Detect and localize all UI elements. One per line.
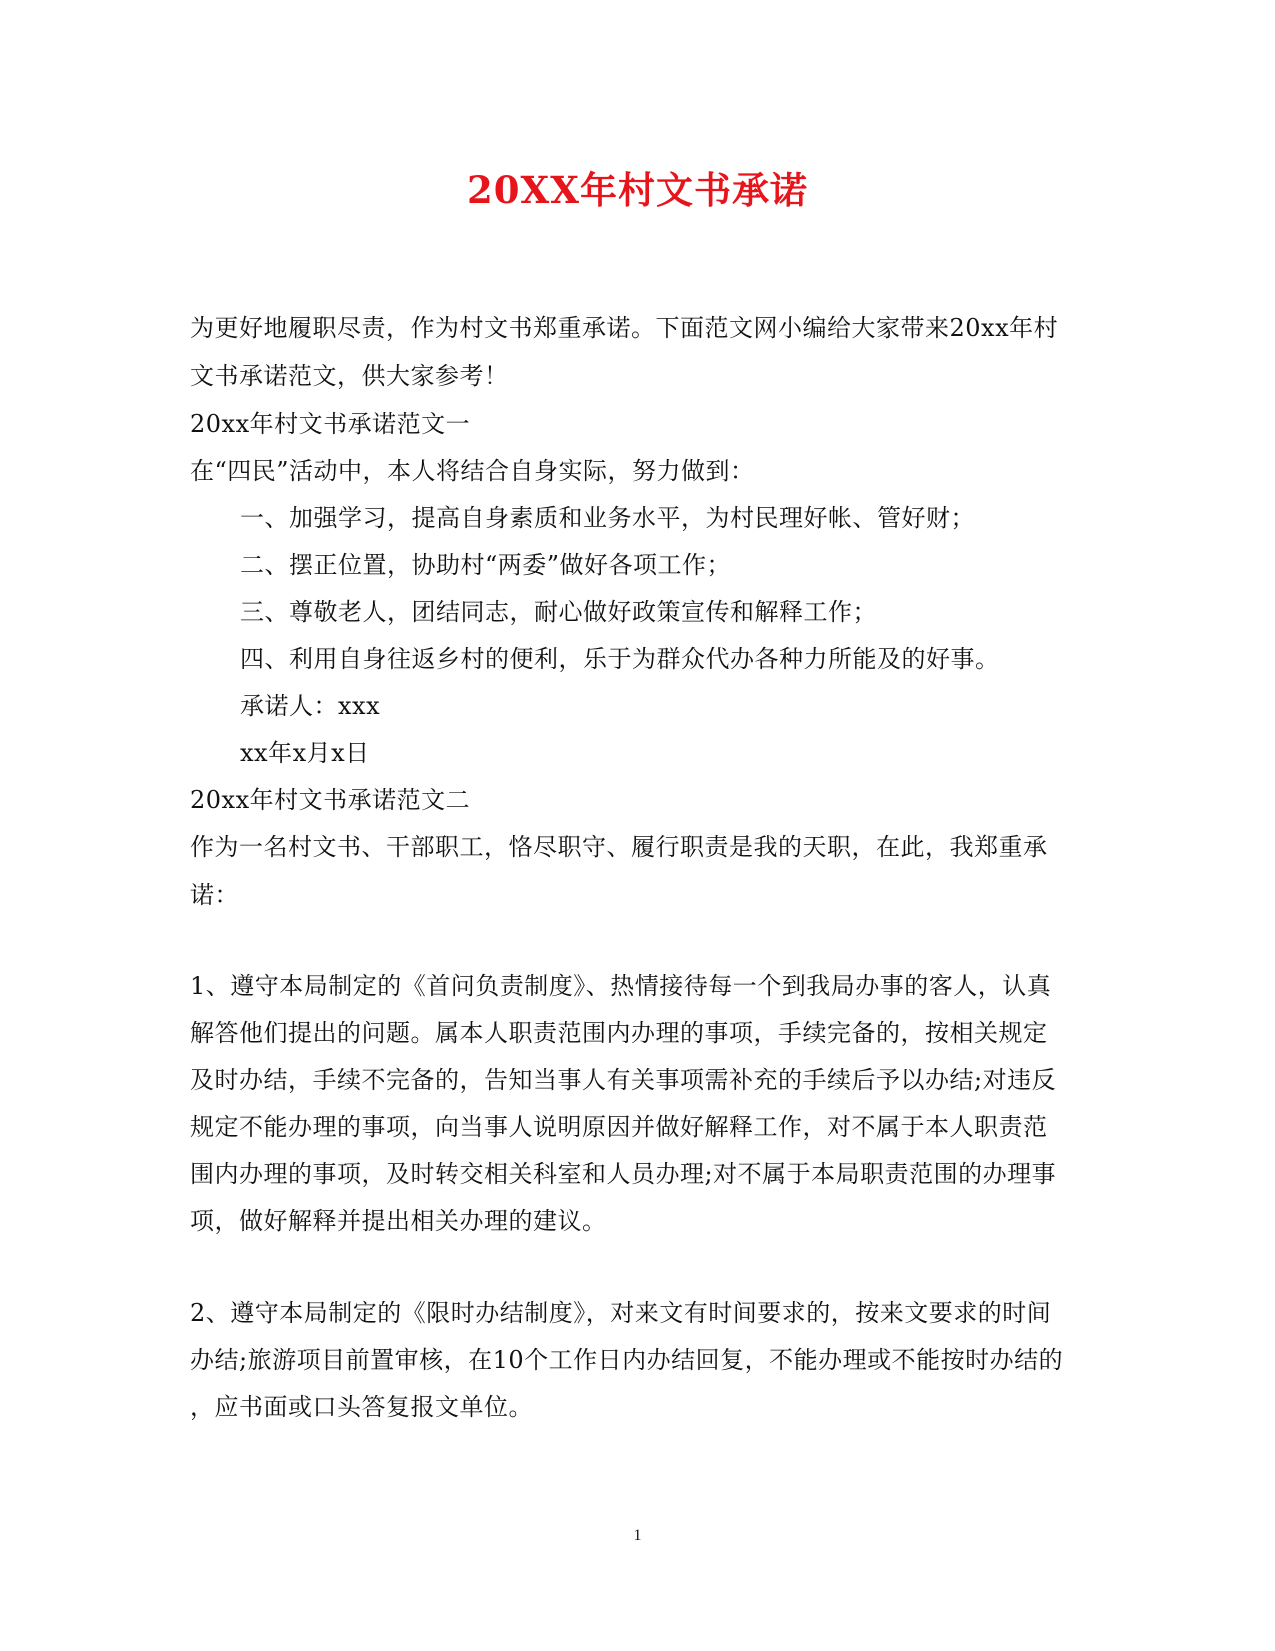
para1-line-3: 及时办结，手续不完备的，告知当事人有关事项需补充的手续后予以办结;对违反 [190,1066,1057,1094]
page-title: 20XX年村文书承诺 [467,168,808,212]
intro-line-1: 为更好地履职尽责，作为村文书郑重承诺。下面范文网小编给大家带来20xx年村 [190,314,1059,342]
para1-line-4: 规定不能办理的事项，向当事人说明原因并做好解释工作，对不属于本人职责范 [190,1113,1048,1141]
para1-line-5: 围内办理的事项，及时转交相关科室和人员办理;对不属于本局职责范围的办理事 [190,1160,1057,1188]
sample1-date: xx年x月x日 [240,739,370,767]
sample1-lead: 在“四民”活动中，本人将结合自身实际，努力做到： [190,457,755,485]
sample2-heading: 20xx年村文书承诺范文二 [190,786,471,814]
sample1-item-1: 一、加强学习，提高自身素质和业务水平，为村民理好帐、管好财； [240,504,975,532]
sample1-item-3: 三、尊敬老人，团结同志，耐心做好政策宣传和解释工作； [240,598,877,626]
para1-line-6: 项，做好解释并提出相关办理的建议。 [190,1207,607,1235]
sample2-lead-line-2: 诺： [190,881,239,909]
sample2-lead-line-1: 作为一名村文书、干部职工，恪尽职守、履行职责是我的天职，在此，我郑重承 [190,833,1048,861]
sample1-heading: 20xx年村文书承诺范文一 [190,410,471,438]
page-number: 1 [633,1527,642,1544]
para2-line-1: 2、遵守本局制定的《限时办结制度》，对来文有时间要求的，按来文要求的时间 [190,1299,1052,1327]
para2-line-3: ，应书面或口头答复报文单位。 [190,1393,533,1421]
para1-line-2: 解答他们提出的问题。属本人职责范围内办理的事项，手续完备的，按相关规定 [190,1019,1048,1047]
sample1-signer: 承诺人：xxx [240,692,381,720]
para2-line-2: 办结;旅游项目前置审核，在10个工作日内办结回复，不能办理或不能按时办结的 [190,1346,1064,1374]
para1-line-1: 1、遵守本局制定的《首问负责制度》、热情接待每一个到我局办事的客人，认真 [190,972,1052,1000]
intro-line-2: 文书承诺范文，供大家参考！ [190,362,509,390]
sample1-item-4: 四、利用自身往返乡村的便利，乐于为群众代办各种力所能及的好事。 [240,645,1000,673]
sample1-item-2: 二、摆正位置，协助村“两委”做好各项工作； [240,551,732,579]
